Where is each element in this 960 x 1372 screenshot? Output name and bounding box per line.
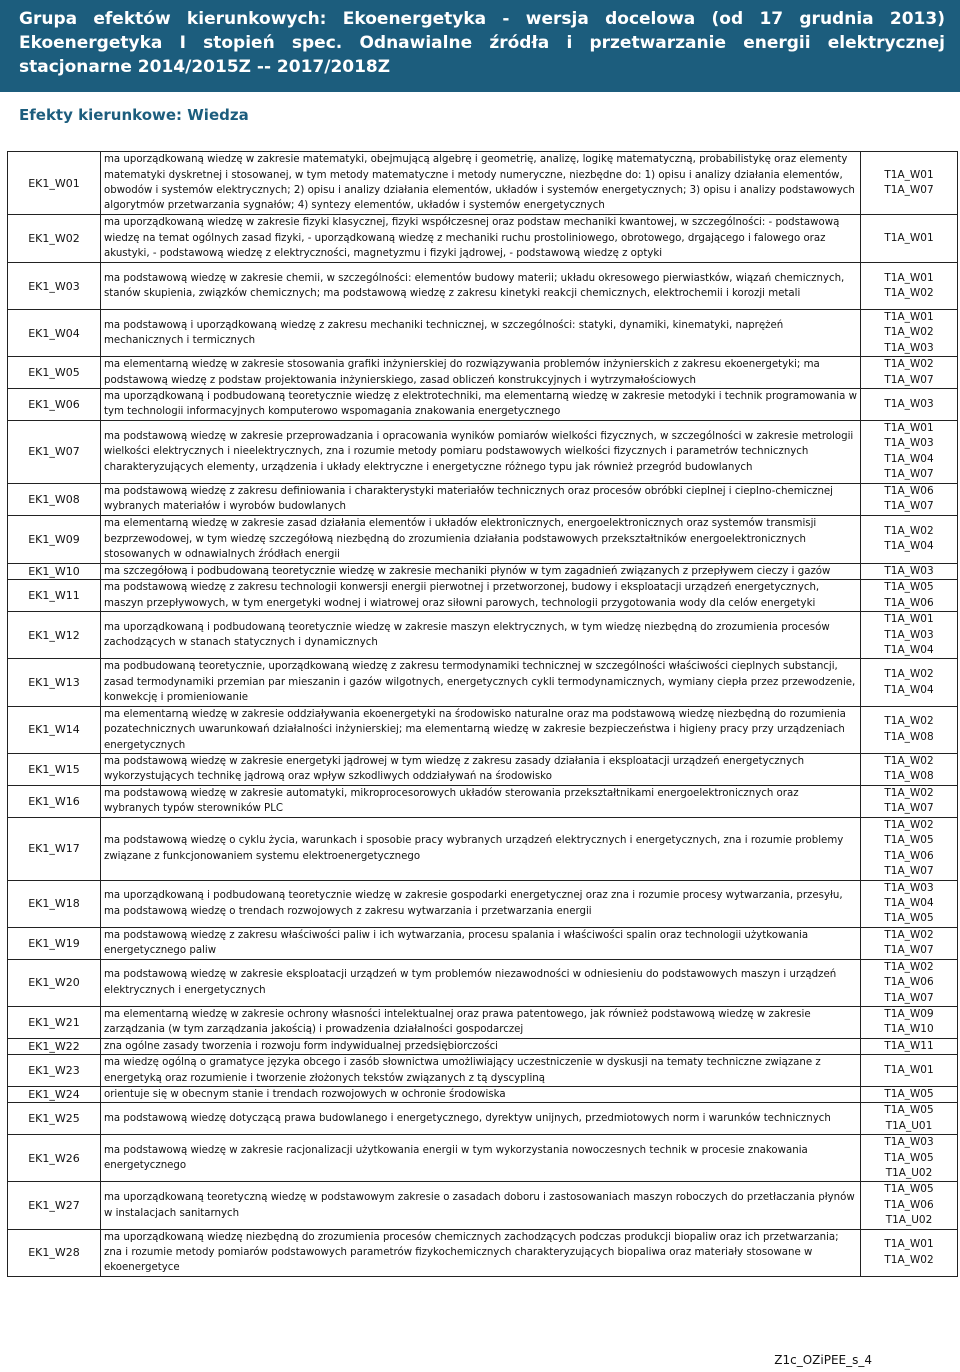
reference-code: T1A_W01 — [884, 168, 934, 181]
table-row — [8, 580, 958, 612]
effect-description: ma podstawową wiedzę o cyklu życia, warunkach i sposobie pracy wybranych urządzeń elektrycznych i energetycznych, zna i rozumie problemy związane z funkcjonowaniem systemu elektroenergetycznego — [101, 817, 861, 880]
reference-code: T1A_W05 — [884, 834, 934, 847]
effect-description: ma podstawową wiedzę dotyczącą prawa budowlanego i energetycznego, dyrektyw unijnych, przedmiotowych norm i warunków technicznych — [101, 1103, 861, 1135]
reference-code: T1A_W03 — [884, 397, 934, 410]
reference-code: T1A_W05 — [884, 1151, 934, 1164]
effect-description: ma uporządkowaną wiedzę w zakresie matematyki, obejmującą algebrę i geometrię, analizę, logikę matematyczną, probabilistykę oraz elementy matematyki dyskretnej i stosowanej, w tym metody matematyczne i metody numeryczne, niezbędne do: 1) opisu i analizy działania elementów, obwodów i systemów elektrycznych; 2) opisu i analizy działania elementów, układów i systemów energetycznych; 3) opisu i analizy podstawowych algorytmów przetwarzania sygnałów; 4) syntezy elementów, układów i systemów energetycznych — [101, 152, 861, 215]
effect-description: ma wiedzę ogólną o gramatyce języka obcego i zasób słownictwa umożliwiający uczestniczenie w dyskusji na tematy techniczne związane z energetyką oraz rozumienie i tworzenie złożonych tekstów związanych z tą dyscypliną — [101, 1055, 861, 1087]
table-row — [8, 927, 958, 959]
table-row — [8, 1055, 958, 1087]
reference-code: T1A_W07 — [884, 802, 934, 815]
reference-code: T1A_U01 — [885, 1119, 933, 1132]
effect-code: EK1_W07 — [8, 420, 101, 483]
reference-code: T1A_W01 — [884, 613, 934, 626]
effect-references — [861, 389, 958, 421]
effect-code: EK1_W19 — [8, 927, 101, 959]
effect-references — [861, 263, 958, 310]
effect-code: EK1_W24 — [8, 1087, 101, 1103]
reference-code: T1A_W06 — [884, 976, 934, 989]
effect-code: EK1_W01 — [8, 152, 101, 215]
reference-code: T1A_W05 — [884, 1104, 934, 1117]
table-row — [8, 563, 958, 579]
effect-description: ma uporządkowaną teoretyczną wiedzę w podstawowym zakresie o zasadach doboru i zastosowaniach maszyn roboczych do przetłaczania płynów w instalacjach sanitarnych — [101, 1182, 861, 1229]
reference-code: T1A_W03 — [884, 341, 934, 354]
reference-code: T1A_W06 — [884, 484, 934, 497]
table-row — [8, 1006, 958, 1038]
effect-code: EK1_W09 — [8, 515, 101, 563]
table-row — [8, 152, 958, 215]
effect-code: EK1_W15 — [8, 753, 101, 785]
table-row — [8, 1135, 958, 1182]
effect-code: EK1_W06 — [8, 389, 101, 421]
effect-description: ma elementarną wiedzę w zakresie stosowania grafiki inżynierskiej do rozwiązywania problemów inżynierskich z zakresu ekoenergetyki; ma podstawową wiedzę z podstaw projektowania inżynierskiego, zasad obliczeń konstrukcyjnych i wytrzymałościowych — [101, 357, 861, 389]
effect-references — [861, 612, 958, 659]
effect-description: ma podstawową wiedzę z zakresu definiowania i charakterystyki materiałów technicznych oraz procesów obróbki cieplnej i cieplno-chemicznej wybranych materiałów i wyrobów budowlanych — [101, 483, 861, 515]
reference-code: T1A_W02 — [884, 524, 934, 537]
table-row — [8, 515, 958, 563]
reference-code: T1A_W04 — [884, 452, 934, 465]
reference-code: T1A_W08 — [884, 730, 934, 743]
reference-code: T1A_W01 — [884, 422, 934, 435]
effect-code: EK1_W22 — [8, 1038, 101, 1054]
reference-code: T1A_W06 — [884, 596, 934, 609]
effect-references — [861, 310, 958, 357]
effect-description: ma podstawową wiedzę w zakresie automatyki, mikroprocesorowych układów sterowania przekształtnikami energoelektronicznych oraz wybranych typów sterowników PLC — [101, 785, 861, 817]
table-row — [8, 785, 958, 817]
effect-description: ma szczegółową i podbudowaną teoretycznie wiedzę w zakresie mechaniki płynów w tym zagadnień związanych z przepływem cieczy i gazów — [101, 563, 861, 579]
reference-code: T1A_W02 — [884, 326, 934, 339]
effect-references — [861, 1103, 958, 1135]
reference-code: T1A_W03 — [884, 437, 934, 450]
effect-references — [861, 1055, 958, 1087]
effect-references — [861, 1135, 958, 1182]
reference-code: T1A_W07 — [884, 373, 934, 386]
effect-code: EK1_W10 — [8, 563, 101, 579]
table-row — [8, 310, 958, 357]
effect-references — [861, 152, 958, 215]
effect-description: ma podstawową i uporządkowaną wiedzę z zakresu mechaniki technicznej, w szczególności: statyki, dynamiki, kinematyki, naprężeń mechanicznych i termicznych — [101, 310, 861, 357]
reference-code: T1A_W02 — [884, 358, 934, 371]
table-row — [8, 483, 958, 515]
effect-references — [861, 706, 958, 753]
reference-code: T1A_W07 — [884, 500, 934, 513]
reference-code: T1A_W04 — [884, 896, 934, 909]
effect-code: EK1_W14 — [8, 706, 101, 753]
effect-references — [861, 927, 958, 959]
effect-references — [861, 1006, 958, 1038]
effect-references — [861, 563, 958, 579]
effect-code: EK1_W04 — [8, 310, 101, 357]
table-row — [8, 1229, 958, 1276]
effect-references — [861, 659, 958, 706]
effect-references — [861, 785, 958, 817]
effect-code: EK1_W03 — [8, 263, 101, 310]
table-row — [8, 1103, 958, 1135]
effect-description: ma elementarną wiedzę w zakresie zasad działania elementów i układów elektronicznych, energoelektronicznych oraz systemów transmisji bezprzewodowej, w tym wiedzę szczegółową niezbędną do zrozumienia działania podstawowych przekształtników energoelektronicznych stosowanych w odnawialnych źródłach energii — [101, 515, 861, 563]
reference-code: T1A_W01 — [884, 1063, 934, 1076]
effect-description: ma podstawową wiedzę w zakresie eksploatacji urządzeń w tym problemów niezawodności w odniesieniu do podstawowych maszyn i urządzeń elektrycznych i energetycznych — [101, 959, 861, 1006]
reference-code: T1A_W05 — [884, 1183, 934, 1196]
effect-description: ma uporządkowaną wiedzę w zakresie fizyki klasycznej, fizyki współczesnej oraz podstaw mechaniki kwantowej, w szczególności: - podstawową wiedzę na temat ogólnych zasad fizyki, - uporządkowaną wiedzę z mechaniki ruchu prostoliniowego, obrotowego, drgającego i falowego oraz akustyki, - podstawową wiedzę z elektryczności, magnetyzmu i fizyki jądrowej, - podstawową wiedzę z optyki — [101, 215, 861, 263]
effect-references — [861, 515, 958, 563]
effects-table — [7, 151, 958, 1277]
effect-description: ma elementarną wiedzę w zakresie oddziaływania ekoenergetyki na środowisko naturalne oraz ma podstawową wiedzę niezbędną do rozumienia pozatechnicznych uwarunkowań działalności inżynierskiej; ma elementarną wiedzę w zakresie bezpieczeństwa i higieny pracy przy urządzeniach energetycznych — [101, 706, 861, 753]
reference-code: T1A_U02 — [885, 1214, 933, 1227]
effect-description: ma podbudowaną teoretycznie, uporządkowaną wiedzę z zakresu termodynamiki technicznej w szczególności właściwości cieplnych substancji, zasad termodynamiki przemian par mieszanin i gazów wilgotnych, energetycznych cykli termodynamicznych, wymiany ciepła przez przewodzenie, konwekcję i promieniowanie — [101, 659, 861, 706]
effect-code: EK1_W12 — [8, 612, 101, 659]
effect-description: ma podstawową wiedzę w zakresie energetyki jądrowej w tym wiedzę z zakresu zasady działania i eksploatacji urządzeń energetycznych wykorzystujących technikę jądrową oraz wpływ szkodliwych oddziaływań na środowisko — [101, 753, 861, 785]
reference-code: T1A_W03 — [884, 1136, 934, 1149]
table-row — [8, 357, 958, 389]
reference-code: T1A_U02 — [885, 1167, 933, 1180]
effect-code: EK1_W25 — [8, 1103, 101, 1135]
reference-code: T1A_W01 — [884, 311, 934, 323]
effect-code: EK1_W21 — [8, 1006, 101, 1038]
table-row — [8, 389, 958, 421]
reference-code: T1A_W09 — [884, 1007, 934, 1020]
effect-description: ma uporządkowaną i podbudowaną teoretycznie wiedzę w zakresie gospodarki energetycznej oraz zna i rozumie procesy wytwarzania, przesyłu, ma podstawową wiedzę o trendach rozwojowych z zakresu wytwarzania i przetwarzania energii — [101, 880, 861, 927]
effect-code: EK1_W18 — [8, 880, 101, 927]
reference-code: T1A_W11 — [884, 1039, 934, 1052]
table-row — [8, 659, 958, 706]
effect-code: EK1_W02 — [8, 215, 101, 263]
reference-code: T1A_W05 — [884, 912, 934, 925]
reference-code: T1A_W06 — [884, 849, 934, 862]
effect-description: zna ogólne zasady tworzenia i rozwoju form indywidualnej przedsiębiorczości — [101, 1038, 861, 1054]
effect-references — [861, 1038, 958, 1054]
reference-code: T1A_W07 — [884, 184, 934, 196]
reference-code: T1A_W03 — [884, 564, 934, 577]
section-subtitle: Efekty kierunkowe: Wiedza — [19, 106, 249, 124]
table-row — [8, 215, 958, 263]
reference-code: T1A_W05 — [884, 1088, 934, 1100]
effect-code: EK1_W26 — [8, 1135, 101, 1182]
reference-code: T1A_W07 — [884, 944, 934, 957]
effect-code: EK1_W16 — [8, 785, 101, 817]
effect-references — [861, 215, 958, 263]
effect-description: ma podstawową wiedzę z zakresu technologii konwersji energii pierwotnej i przetworzonej, budowy i eksploatacji urządzeń energetycznych, maszyn przepływowych, w tym energetyki wodnej i wiatrowej oraz siłowni parowych, technologii przygotowania wody dla celów energetyki — [101, 580, 861, 612]
reference-code: T1A_W02 — [884, 715, 934, 728]
effect-references — [861, 880, 958, 927]
table-row — [8, 612, 958, 659]
reference-code: T1A_W02 — [884, 928, 934, 941]
table-row — [8, 753, 958, 785]
effect-code: EK1_W23 — [8, 1055, 101, 1087]
effect-description: ma podstawową wiedzę w zakresie chemii, w szczególności: elementów budowy materii; układu okresowego pierwiastków, wiązań chemicznych, stanów skupienia, związków chemicznych; ma podstawową wiedzę z zakresu kinetyki reakcji chemicznych, elektrochemii i korozji metali — [101, 263, 861, 310]
table-row — [8, 1182, 958, 1229]
page-title: Grupa efektów kierunkowych: Ekoenergetyka - wersja docelowa (od 17 grudnia 2013) Ekoenergetyka I stopień spec. Odnawialne źródła i przetwarzanie energii elektrycznej stacjonarne 2014/2015Z -- 2017/2018Z — [19, 9, 945, 77]
reference-code: T1A_W03 — [884, 628, 934, 641]
effect-description: ma uporządkowaną i podbudowaną teoretycznie wiedzę z elektrotechniki, ma elementarną wiedzę w zakresie metodyki i technik programowania w tym technologii informacyjnych komputerowo wspomagania znakowania energetycznego — [101, 389, 861, 421]
effect-references — [861, 483, 958, 515]
effect-code: EK1_W17 — [8, 817, 101, 880]
reference-code: T1A_W02 — [884, 786, 934, 799]
effect-references — [861, 580, 958, 612]
reference-code: T1A_W02 — [884, 1253, 934, 1266]
table-row — [8, 880, 958, 927]
effect-description: ma uporządkowaną i podbudowaną teoretycznie wiedzę w zakresie maszyn elektrycznych, w tym wiedzę niezbędną do zrozumienia procesów zachodzących w stanach statycznych i dynamicznych — [101, 612, 861, 659]
reference-code: T1A_W07 — [884, 468, 934, 481]
reference-code: T1A_W10 — [884, 1023, 934, 1036]
effect-code: EK1_W27 — [8, 1182, 101, 1229]
footer-code: Z1c_OZiPEE_s_4 — [774, 1353, 872, 1367]
reference-code: T1A_W02 — [884, 818, 934, 831]
effects-table-body — [8, 152, 958, 1277]
effect-code: EK1_W20 — [8, 959, 101, 1006]
effect-references — [861, 1229, 958, 1276]
reference-code: T1A_W02 — [884, 960, 934, 973]
reference-code: T1A_W04 — [884, 644, 934, 657]
effect-references — [861, 420, 958, 483]
table-row — [8, 706, 958, 753]
reference-code: T1A_W08 — [884, 770, 934, 783]
reference-code: T1A_W02 — [884, 754, 934, 767]
table-row — [8, 817, 958, 880]
effect-code: EK1_W05 — [8, 357, 101, 389]
effect-references — [861, 753, 958, 785]
effect-code: EK1_W11 — [8, 580, 101, 612]
effect-description: ma elementarną wiedzę w zakresie ochrony własności intelektualnej oraz prawa patentowego, jak również podstawową wiedzę w zakresie zarządzania (w tym zarządzania jakością) i prowadzenia działalności gospodarczej — [101, 1006, 861, 1038]
effect-references — [861, 1182, 958, 1229]
effect-description: ma uporządkowaną wiedzę niezbędną do zrozumienia procesów chemicznych zachodzących podczas produkcji biopaliw oraz ich przetwarzania; zna i rozumie metody pomiarów podstawowych parametrów fizykochemicznych charakteryzujących biopaliwa oraz materiały stosowane w ekoenergetyce — [101, 1229, 861, 1276]
table-row — [8, 420, 958, 483]
reference-code: T1A_W01 — [884, 271, 934, 284]
effect-references — [861, 817, 958, 880]
effect-references — [861, 357, 958, 389]
table-row — [8, 1087, 958, 1103]
reference-code: T1A_W02 — [884, 287, 934, 299]
effect-description: orientuje się w obecnym stanie i trendach rozwojowych w ochronie środowiska — [101, 1087, 861, 1103]
effect-references — [861, 1087, 958, 1103]
effect-code: EK1_W13 — [8, 659, 101, 706]
reference-code: T1A_W04 — [884, 540, 934, 553]
table-row — [8, 959, 958, 1006]
effect-description: ma podstawową wiedzę w zakresie racjonalizacji użytkowania energii w tym wykorzystania nowoczesnych technik w procesie znakowania energetycznego — [101, 1135, 861, 1182]
reference-code: T1A_W03 — [884, 881, 934, 894]
effect-description: ma podstawową wiedzę w zakresie przeprowadzania i opracowania wyników pomiarów wielkości fizycznych, w szczególności w zakresie metrologii wielkości elektrycznych i nieelektrycznych, zna i rozumie metody pomiaru podstawowych wielkości fizycznych i parametrów technicznych charakteryzujących elementy, urządzenia i układy elektryczne i energetyczne różnego typu jak również przegród budowlanych — [101, 420, 861, 483]
table-row — [8, 263, 958, 310]
reference-code: T1A_W01 — [884, 231, 934, 244]
reference-code: T1A_W02 — [884, 668, 934, 681]
reference-code: T1A_W05 — [884, 581, 934, 594]
reference-code: T1A_W07 — [884, 864, 934, 877]
effect-references — [861, 959, 958, 1006]
effect-code: EK1_W08 — [8, 483, 101, 515]
effect-description: ma podstawową wiedzę z zakresu właściwości paliw i ich wytwarzania, procesu spalania i właściwości spalin oraz technologii użytkowania energetycznego paliw — [101, 927, 861, 959]
reference-code: T1A_W01 — [884, 1238, 934, 1251]
header-banner — [0, 0, 960, 92]
effect-code: EK1_W28 — [8, 1229, 101, 1276]
reference-code: T1A_W07 — [884, 991, 934, 1004]
reference-code: T1A_W06 — [884, 1198, 934, 1211]
reference-code: T1A_W04 — [884, 683, 934, 696]
table-row — [8, 1038, 958, 1054]
